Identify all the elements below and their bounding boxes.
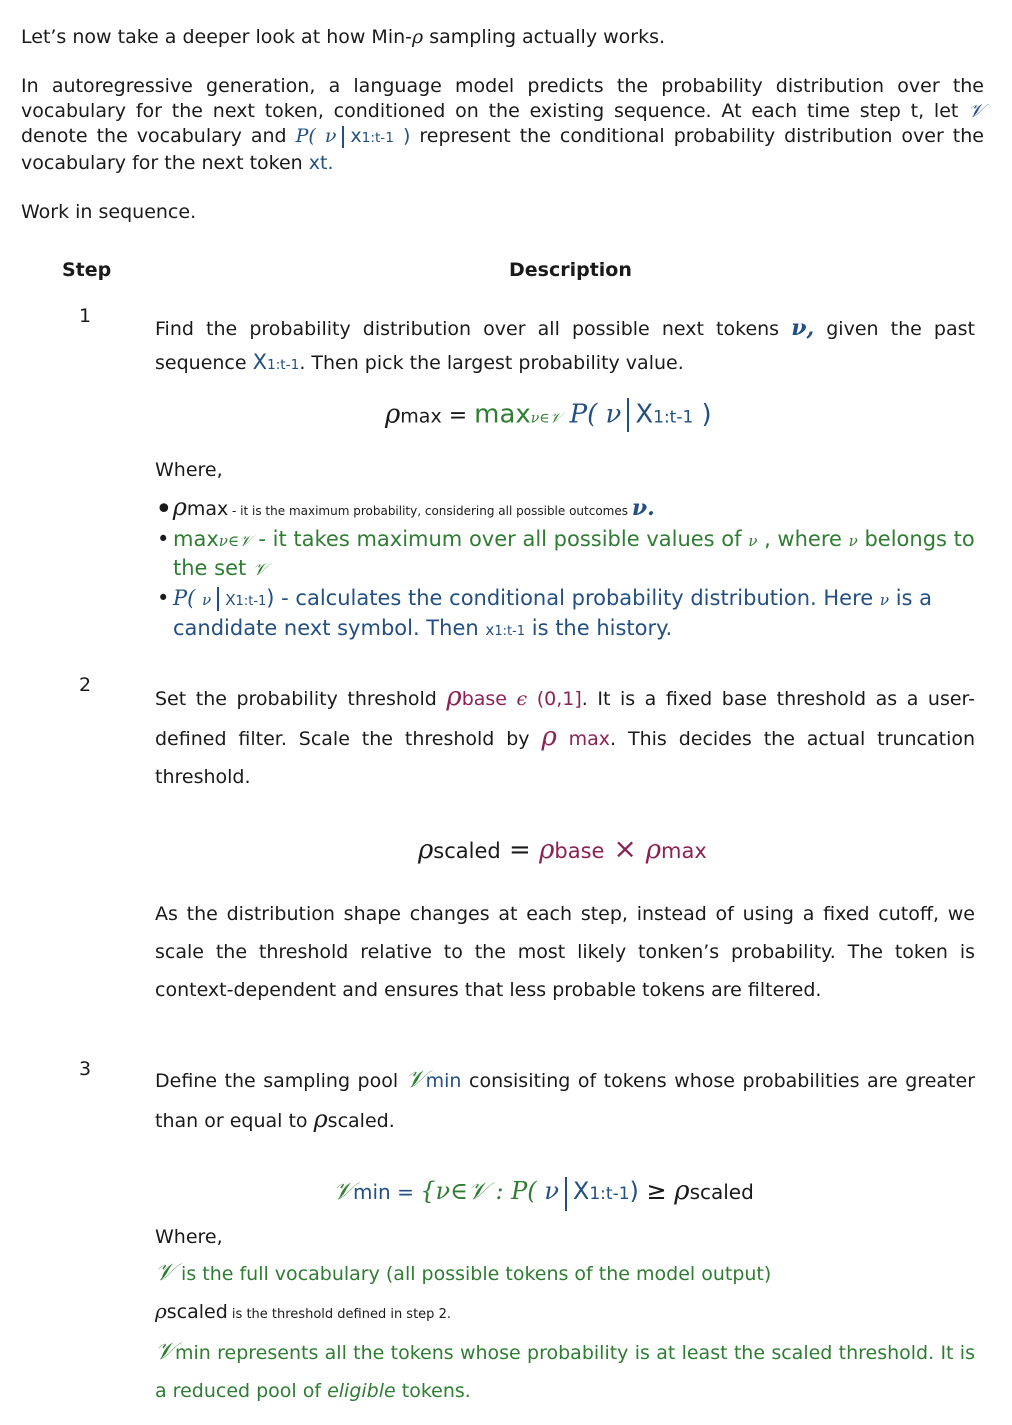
step3-where-1 <box>155 1258 771 1286</box>
nu-symbol: ν. <box>631 495 655 521</box>
times-sign: × <box>604 832 646 865</box>
x-symbol: X <box>225 591 236 609</box>
prob-close: ) <box>629 1177 639 1205</box>
x-symbol: X <box>572 1177 590 1205</box>
bullet3-text3: is the history. <box>525 616 673 640</box>
rho-symbol: ρ <box>418 835 434 865</box>
bullet-3 <box>155 585 975 645</box>
prob-P: P( <box>173 586 202 610</box>
x-symbol: x <box>485 621 495 639</box>
nu-symbol: ν <box>324 125 337 147</box>
given-bar <box>565 1177 567 1211</box>
step3-text-a: Define the sampling pool <box>155 1070 406 1092</box>
bullet2-text: - it takes maximum over all possible values of <box>251 527 749 551</box>
prob-close: ) <box>266 586 275 610</box>
rho-symbol: ρ <box>172 493 187 521</box>
bullet2-text2: , where <box>757 527 849 551</box>
equals-sign: = <box>500 835 540 865</box>
rho-symbol: ρ <box>313 1105 328 1133</box>
xt-token: xt. <box>308 152 334 174</box>
max-operator: max <box>173 527 219 551</box>
step-number-1: 1 <box>79 305 92 327</box>
bullet3-text: - calculates the conditional probability distribution. Here <box>274 586 880 610</box>
max-label: max <box>556 728 611 750</box>
nu-symbol: ν <box>748 532 758 550</box>
geq-sign: ≥ <box>638 1177 675 1205</box>
step1-text-b: given the past sequence <box>155 318 975 374</box>
nu-symbol: ν <box>544 1177 559 1205</box>
scaled-label: scaled <box>166 1301 228 1323</box>
intro-line1: Let’s now take a deeper look at how Min- <box>21 26 413 48</box>
given-bar <box>627 398 629 432</box>
bullet-dot: • <box>155 492 173 527</box>
vocab-symbol: 𝒱 <box>155 1258 175 1286</box>
x-symbol: X <box>635 399 654 430</box>
x-subscript: 1:t-1 <box>589 1184 630 1204</box>
step1-formula <box>385 398 712 432</box>
x-symbol: x <box>350 125 362 147</box>
step2-paragraph <box>155 678 975 796</box>
equals-sign: = <box>441 403 475 429</box>
x-subscript: 1:t-1 <box>235 594 267 609</box>
step2-text-c: . This decides the actual truncation threshold. <box>155 728 976 788</box>
max-subscript: ν∈𝒱 <box>218 532 252 550</box>
rho-symbol: ρ <box>539 835 555 865</box>
step1-text-a: Find the probability distribution over all possible next tokens <box>155 318 792 340</box>
step-number-3: 3 <box>79 1058 92 1080</box>
step2-paragraph-2: As the distribution shape changes at each step, instead of using a fixed cutoff, we scale the threshold relative to the most likely tonken’s probability. The token is context-dependent and ensures that less probable tokens are filtered. <box>155 903 975 1001</box>
nu-symbol: ν <box>202 591 212 609</box>
step1-text-c: . Then pick the largest probability value. <box>299 352 684 374</box>
given-bar <box>217 587 219 611</box>
step3-formula <box>333 1176 754 1211</box>
base-label: base <box>461 688 507 710</box>
where1-text: is the full vocabulary (all possible tokens of the model output) <box>175 1263 772 1285</box>
x-symbol: X <box>252 350 267 374</box>
where3-end: tokens. <box>395 1380 471 1402</box>
x-subscript: 1:t-1 <box>494 624 526 639</box>
in-symbol: ϵ <box>507 688 528 710</box>
nu-symbol: ν <box>848 532 858 550</box>
rho-symbol: ρ <box>674 1176 690 1206</box>
intro-line1-end: sampling actually works. <box>423 26 666 48</box>
work-in-sequence: Work in sequence. <box>21 201 197 223</box>
x-subscript: 1:t-1 <box>361 130 394 146</box>
step3-text-c: . <box>388 1110 395 1132</box>
rho-symbol: ρ <box>645 835 661 865</box>
header-description: Description <box>509 259 632 281</box>
step1-where: Where, <box>155 459 223 481</box>
set-builder: {ν∈𝒱 : P( <box>420 1177 545 1205</box>
where3-text: represents all the tokens whose probability is at least the scaled threshold. It is a reduced pool of <box>155 1342 975 1402</box>
rho-subscript: max <box>400 405 442 428</box>
eligible-word: eligible <box>327 1380 396 1402</box>
intro-paragraph <box>21 74 984 176</box>
step1-paragraph <box>155 312 975 382</box>
given-bar <box>342 126 344 148</box>
x-subscript: 1:t-1 <box>653 407 694 428</box>
step3-text-b: consisiting of tokens whose probabilities are greater than or equal to <box>155 1070 976 1132</box>
prob-close: ) <box>393 125 411 147</box>
max-label: max <box>661 839 707 863</box>
step3-where-2 <box>155 1299 451 1323</box>
base-label: base <box>554 839 605 863</box>
nu-symbol: ν <box>879 591 890 609</box>
step1-bullet-list <box>155 492 975 645</box>
vocab-symbol: 𝒱 <box>968 100 984 122</box>
rho-symbol: ρ <box>155 1299 167 1323</box>
step-number-2: 2 <box>79 674 92 696</box>
rho-subscript: max <box>186 498 229 520</box>
intro-text-c: represent the conditional probability distribution over the vocabulary for the next token <box>21 125 984 174</box>
rho-symbol: ρ <box>412 26 424 48</box>
range-value: (0,1] <box>527 688 582 710</box>
max-subscript: ν∈𝒱 <box>530 410 562 427</box>
min-label: min <box>353 1180 391 1204</box>
intro-text-a: In autoregressive generation, a language model predicts the probability distribution over the vocabulary for the next token, conditioned on the existing sequence. At each time step t, let <box>21 75 984 122</box>
rho-symbol: ρ <box>541 722 557 752</box>
vocab-symbol: 𝒱 <box>333 1177 353 1205</box>
step3-where-3 <box>155 1332 975 1410</box>
min-label: min <box>425 1070 462 1092</box>
bullet-1 <box>155 492 975 526</box>
where2-text: is the threshold defined in step 2. <box>227 1307 451 1322</box>
equals-sign: = <box>390 1180 421 1204</box>
vocab-symbol: 𝒱 <box>405 1065 426 1093</box>
intro-heading <box>21 26 665 48</box>
intro-text-b: denote the vocabulary and <box>21 125 296 147</box>
nu-symbol: ν <box>605 399 622 430</box>
min-label: min <box>175 1342 211 1364</box>
prob-P: P( <box>295 125 325 147</box>
step2-text-b: . It is a fixed base threshold as a user-defined filter. Scale the threshold by <box>155 688 975 750</box>
x-subscript: 1:t-1 <box>267 357 300 373</box>
bullet-2 <box>155 526 975 584</box>
bullet1-text: - it is the maximum probability, considering all possible outcomes <box>228 504 632 518</box>
step2-text-a: Set the probability threshold <box>155 688 447 710</box>
step3-where: Where, <box>155 1226 223 1248</box>
bullet3-text2: is a candidate next symbol. Then <box>173 586 933 640</box>
bullet2-text3: belongs to the set <box>173 527 975 580</box>
rho-symbol: ρ <box>446 682 462 712</box>
nu-symbol: ν, <box>791 315 815 341</box>
step3-paragraph <box>155 1060 975 1140</box>
header-step: Step <box>62 259 112 281</box>
scaled-label: scaled <box>327 1110 389 1132</box>
vocab-symbol: 𝒱 <box>252 560 268 580</box>
prob-close: ) <box>693 399 712 430</box>
vocab-symbol: 𝒱 <box>155 1337 175 1365</box>
scaled-label: scaled <box>689 1180 754 1204</box>
scaled-label: scaled <box>433 839 501 863</box>
rho-symbol: ρ <box>385 399 401 430</box>
step2-formula <box>418 832 707 865</box>
max-operator: max <box>474 399 531 430</box>
prob-P: P( <box>561 399 606 430</box>
